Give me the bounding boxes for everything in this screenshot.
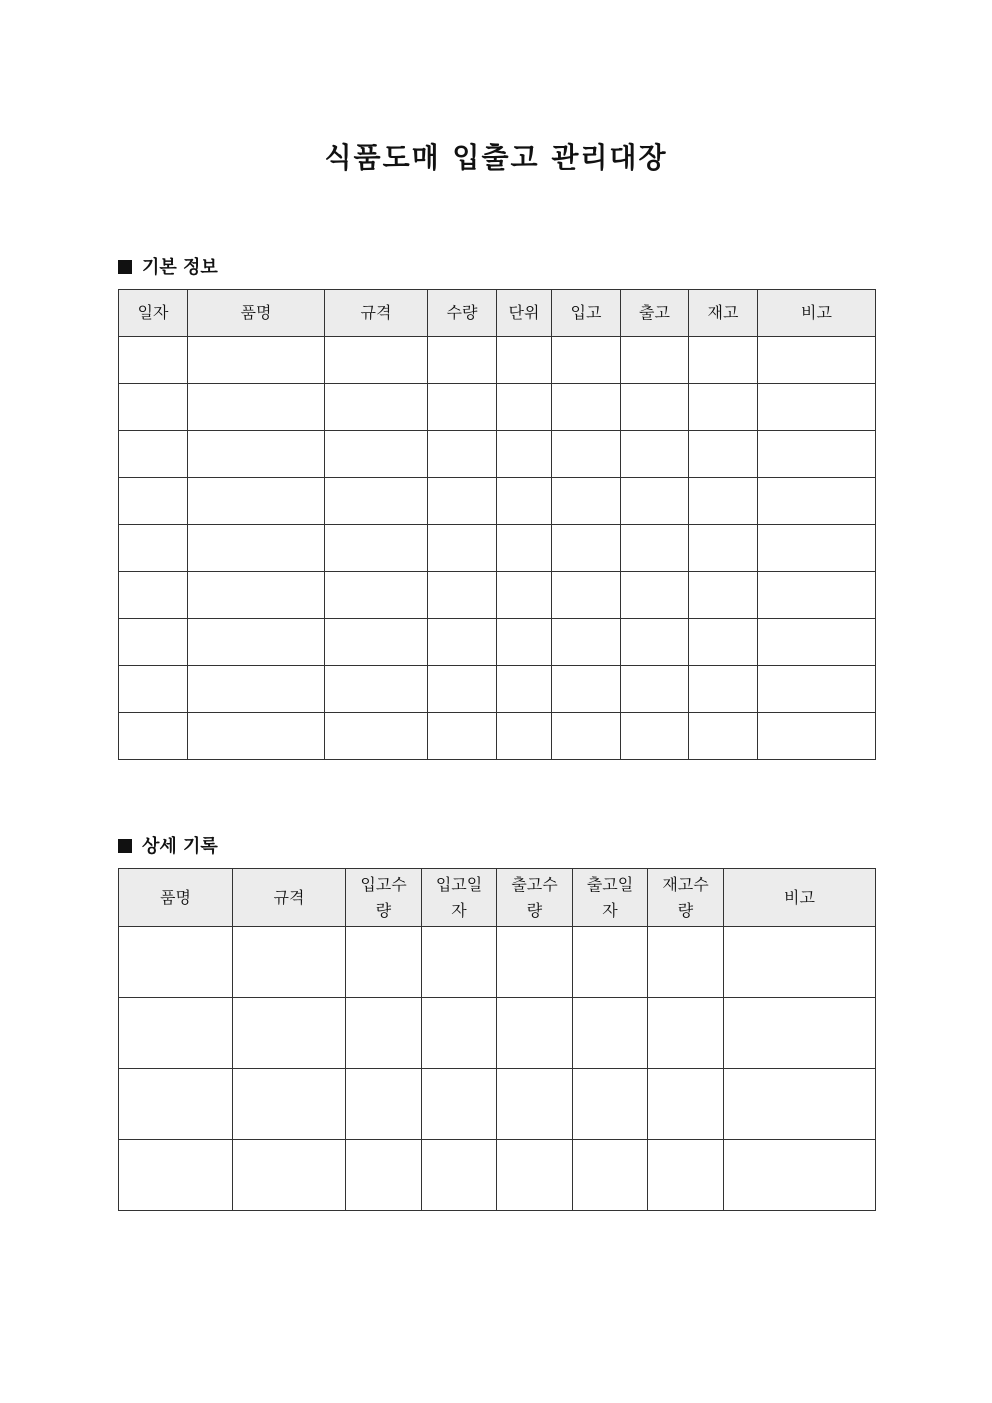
table-cell[interactable] — [689, 337, 758, 384]
table-cell[interactable] — [648, 927, 724, 998]
table-cell[interactable] — [497, 478, 552, 525]
table-cell[interactable] — [689, 713, 758, 760]
table-cell[interactable] — [758, 525, 876, 572]
table-cell[interactable] — [422, 1069, 497, 1140]
table-cell[interactable] — [497, 666, 552, 713]
table-cell[interactable] — [346, 1140, 422, 1211]
table-cell[interactable] — [497, 525, 552, 572]
table-cell[interactable] — [552, 384, 621, 431]
table-row — [119, 431, 876, 478]
table-cell[interactable] — [497, 337, 552, 384]
table-cell[interactable] — [422, 998, 497, 1069]
table-cell[interactable] — [552, 572, 621, 619]
table-cell[interactable] — [119, 525, 188, 572]
table-cell[interactable] — [428, 666, 497, 713]
table-cell[interactable] — [188, 666, 325, 713]
table-cell[interactable] — [758, 713, 876, 760]
header-item-name: 품명 — [188, 290, 325, 337]
table-row — [119, 572, 876, 619]
table-cell[interactable] — [497, 1069, 573, 1140]
table-cell[interactable] — [573, 998, 648, 1069]
header-quantity: 수량 — [428, 290, 497, 337]
table-row — [119, 998, 876, 1069]
table-cell[interactable] — [724, 927, 876, 998]
table-cell[interactable] — [119, 1140, 233, 1211]
table-cell[interactable] — [325, 478, 428, 525]
table-cell[interactable] — [621, 572, 689, 619]
table-cell[interactable] — [233, 998, 346, 1069]
header-inbound: 입고 — [552, 290, 621, 337]
table-cell[interactable] — [573, 927, 648, 998]
table-cell[interactable] — [119, 337, 188, 384]
section-detail-label: 상세 기록 — [142, 836, 218, 857]
table-cell[interactable] — [552, 713, 621, 760]
header-outbound-date: 출고일 자 — [573, 869, 648, 927]
table-cell[interactable] — [497, 998, 573, 1069]
table-cell[interactable] — [497, 572, 552, 619]
table-row — [119, 666, 876, 713]
table-cell[interactable] — [621, 384, 689, 431]
table-cell[interactable] — [119, 619, 188, 666]
table-header-row — [119, 869, 876, 927]
table-cell[interactable] — [428, 619, 497, 666]
table-cell[interactable] — [689, 431, 758, 478]
table-cell[interactable] — [621, 666, 689, 713]
table-row — [119, 619, 876, 666]
table-cell[interactable] — [188, 337, 325, 384]
table-row — [119, 927, 876, 998]
table-cell[interactable] — [497, 1140, 573, 1211]
page-title: 식품도매 입출고 관리대장 — [324, 141, 668, 174]
table-cell[interactable] — [621, 619, 689, 666]
table-cell[interactable] — [724, 1069, 876, 1140]
table-cell[interactable] — [648, 1069, 724, 1140]
table-cell[interactable] — [552, 478, 621, 525]
header-outbound-qty: 출고수 량 — [497, 869, 573, 927]
table-cell[interactable] — [552, 619, 621, 666]
table-cell[interactable] — [233, 927, 346, 998]
table-cell[interactable] — [325, 619, 428, 666]
table-row — [119, 478, 876, 525]
table-cell[interactable] — [758, 572, 876, 619]
table-cell[interactable] — [689, 525, 758, 572]
table-cell[interactable] — [497, 927, 573, 998]
table-cell[interactable] — [758, 478, 876, 525]
table-cell[interactable] — [428, 572, 497, 619]
table-cell[interactable] — [346, 927, 422, 998]
table-cell[interactable] — [621, 337, 689, 384]
table-cell[interactable] — [689, 572, 758, 619]
header-remarks: 비고 — [724, 869, 876, 927]
table-cell[interactable] — [119, 927, 233, 998]
header-date: 일자 — [119, 290, 188, 337]
table-cell[interactable] — [621, 713, 689, 760]
table-cell[interactable] — [119, 713, 188, 760]
table-cell[interactable] — [188, 478, 325, 525]
table-cell[interactable] — [188, 525, 325, 572]
header-spec: 규격 — [233, 869, 346, 927]
table-cell[interactable] — [188, 713, 325, 760]
table-cell[interactable] — [119, 384, 188, 431]
table-cell[interactable] — [428, 384, 497, 431]
table-cell[interactable] — [552, 431, 621, 478]
table-cell[interactable] — [428, 337, 497, 384]
table-row — [119, 1140, 876, 1211]
table-cell[interactable] — [497, 619, 552, 666]
table-cell[interactable] — [689, 666, 758, 713]
table-cell[interactable] — [119, 478, 188, 525]
table-cell[interactable] — [758, 431, 876, 478]
table-cell[interactable] — [233, 1069, 346, 1140]
table-cell[interactable] — [689, 478, 758, 525]
section-detail-heading — [118, 832, 218, 858]
table-cell[interactable] — [573, 1069, 648, 1140]
table-cell[interactable] — [188, 431, 325, 478]
table-cell[interactable] — [428, 431, 497, 478]
table-row — [119, 1069, 876, 1140]
table-cell[interactable] — [724, 1140, 876, 1211]
header-spec: 규격 — [325, 290, 428, 337]
table-row — [119, 337, 876, 384]
table-cell[interactable] — [758, 337, 876, 384]
table-cell[interactable] — [689, 619, 758, 666]
table-cell[interactable] — [621, 431, 689, 478]
table-cell[interactable] — [497, 384, 552, 431]
table-cell[interactable] — [325, 525, 428, 572]
section-basic-info-heading — [118, 253, 218, 279]
header-inbound-date: 입고일 자 — [422, 869, 497, 927]
table-cell[interactable] — [188, 619, 325, 666]
table-cell[interactable] — [119, 431, 188, 478]
table-cell[interactable] — [188, 384, 325, 431]
header-inbound-qty: 입고수 량 — [346, 869, 422, 927]
table-cell[interactable] — [428, 478, 497, 525]
table-cell[interactable] — [325, 431, 428, 478]
table-cell[interactable] — [325, 666, 428, 713]
table-cell[interactable] — [621, 478, 689, 525]
table-cell[interactable] — [758, 619, 876, 666]
table-cell[interactable] — [552, 666, 621, 713]
table-cell[interactable] — [648, 1140, 724, 1211]
table-cell[interactable] — [325, 384, 428, 431]
section-basic-info-label: 기본 정보 — [142, 257, 218, 278]
table-cell[interactable] — [346, 998, 422, 1069]
table-cell[interactable] — [422, 927, 497, 998]
detail-record-table — [118, 868, 876, 1211]
table-cell[interactable] — [428, 713, 497, 760]
header-item-name: 품명 — [119, 869, 233, 927]
table-cell[interactable] — [346, 1069, 422, 1140]
table-cell[interactable] — [428, 525, 497, 572]
table-cell[interactable] — [325, 572, 428, 619]
table-cell[interactable] — [119, 572, 188, 619]
table-cell[interactable] — [552, 525, 621, 572]
table-cell[interactable] — [573, 1140, 648, 1211]
table-cell[interactable] — [422, 1140, 497, 1211]
table-cell[interactable] — [119, 1069, 233, 1140]
table-cell[interactable] — [689, 384, 758, 431]
header-outbound: 출고 — [621, 290, 689, 337]
header-stock: 재고 — [689, 290, 758, 337]
header-remarks: 비고 — [758, 290, 876, 337]
table-cell[interactable] — [119, 998, 233, 1069]
table-row — [119, 525, 876, 572]
table-cell[interactable] — [758, 384, 876, 431]
square-bullet-icon — [118, 260, 132, 274]
table-cell[interactable] — [724, 998, 876, 1069]
table-cell[interactable] — [233, 1140, 346, 1211]
table-cell[interactable] — [188, 572, 325, 619]
table-cell[interactable] — [497, 713, 552, 760]
table-row — [119, 713, 876, 760]
header-stock-qty: 재고수 량 — [648, 869, 724, 927]
table-cell[interactable] — [758, 666, 876, 713]
table-cell[interactable] — [325, 337, 428, 384]
table-header-row — [119, 290, 876, 337]
table-row — [119, 384, 876, 431]
table-cell[interactable] — [497, 431, 552, 478]
square-bullet-icon — [118, 839, 132, 853]
table-cell[interactable] — [648, 998, 724, 1069]
header-unit: 단위 — [497, 290, 552, 337]
table-cell[interactable] — [621, 525, 689, 572]
table-cell[interactable] — [325, 713, 428, 760]
table-cell[interactable] — [119, 666, 188, 713]
basic-info-table — [118, 289, 876, 760]
table-cell[interactable] — [552, 337, 621, 384]
